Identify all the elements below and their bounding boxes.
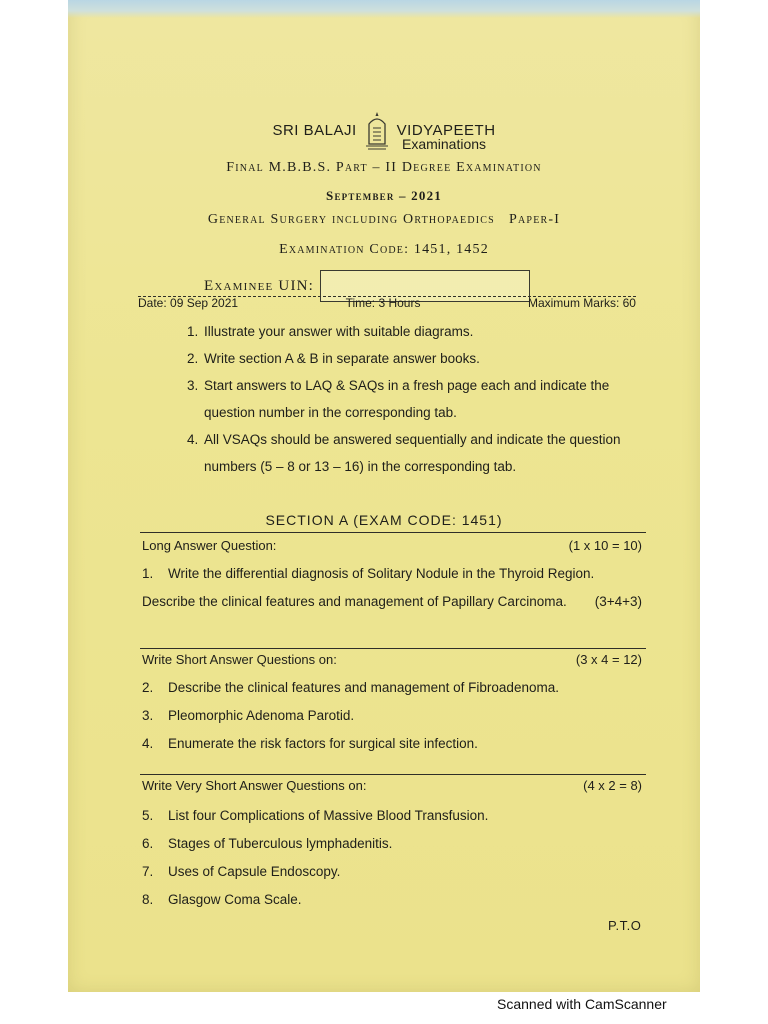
- vsaq-rule: [140, 774, 646, 775]
- question-3: [142, 702, 642, 730]
- saq-heading-row: [142, 652, 642, 667]
- question-8: [142, 886, 642, 914]
- question-6: [142, 830, 642, 858]
- exam-code: Examination Code: 1451, 1452: [279, 242, 489, 257]
- vsaq-heading: Write Very Short Answer Questions on:: [142, 778, 367, 793]
- exam-sheet: [68, 0, 700, 992]
- laq-marks: (1 x 10 = 10): [568, 538, 642, 553]
- examinations-label: Examinations: [402, 136, 487, 152]
- university-name-right: VIDYAPEETH: [396, 122, 496, 139]
- university-name-left: SRI BALAJI: [272, 122, 357, 139]
- question-1: [142, 560, 642, 616]
- laq-heading-row: [142, 538, 642, 553]
- question-number: 2.: [142, 680, 154, 695]
- question-2: [142, 674, 642, 702]
- scanned-page: [68, 0, 700, 992]
- question-5: [142, 802, 642, 830]
- section-rule: [140, 532, 646, 533]
- question-text: Glasgow Coma Scale.: [168, 892, 302, 907]
- exam-subject: General Surgery including Orthopaedics Paper-I: [207, 212, 561, 227]
- instructions: [180, 318, 650, 480]
- exam-time: Time: 3 Hours: [345, 296, 421, 310]
- question-number: 3.: [142, 708, 154, 723]
- exam-meta-row: [138, 296, 636, 312]
- section-a-title: SECTION A (EXAM CODE: 1451): [265, 512, 503, 528]
- question-text: List four Complications of Massive Blood Transfusion.: [168, 808, 489, 823]
- meta-top-rule: [138, 296, 636, 297]
- pto-label: P.T.O: [608, 918, 642, 933]
- saq-heading: Write Short Answer Questions on:: [142, 652, 337, 667]
- question-7: [142, 858, 642, 886]
- question-text: Uses of Capsule Endoscopy.: [168, 864, 341, 879]
- scanner-watermark: Scanned with CamScanner: [497, 996, 667, 1012]
- saq-rule: [140, 648, 646, 649]
- question-text: Write the differential diagnosis of Solitary Nodule in the Thyroid Region. Describe the clinical features and management of Papillary Carcinoma.: [142, 566, 595, 609]
- university-header: [68, 110, 700, 152]
- exam-max-marks: Maximum Marks: 60: [527, 296, 636, 310]
- question-text: Enumerate the risk factors for surgical site infection.: [168, 736, 478, 751]
- exam-title: Final M.B.B.S. Part – II Degree Examination: [226, 160, 542, 175]
- question-text: Describe the clinical features and management of Fibroadenoma.: [168, 680, 559, 695]
- vsaq-heading-row: [142, 778, 642, 793]
- question-split-marks: (3+4+3): [594, 594, 642, 609]
- question-number: 6.: [142, 836, 154, 851]
- instruction-item: 4. All VSAQs should be answered sequentially and indicate the question numbers (5 – 8 or 13 – 16) in the corresponding tab.: [202, 426, 650, 480]
- question-text: Stages of Tuberculous lymphadenitis.: [168, 836, 393, 851]
- laq-heading: Long Answer Question:: [142, 538, 277, 553]
- question-number: 5.: [142, 808, 154, 823]
- examinee-uin-label: Examinee UIN:: [204, 277, 315, 294]
- question-text: Pleomorphic Adenoma Parotid.: [168, 708, 355, 723]
- university-emblem-icon: [363, 110, 391, 152]
- instruction-item: 1. Illustrate your answer with suitable diagrams.: [202, 318, 650, 345]
- question-number: 8.: [142, 892, 154, 907]
- exam-session: September – 2021: [326, 188, 442, 203]
- instruction-item: 3. Start answers to LAQ & SAQs in a fresh page each and indicate the question number in the corresponding tab.: [202, 372, 650, 426]
- vsaq-marks: (4 x 2 = 8): [583, 778, 642, 793]
- instruction-item: 2. Write section A & B in separate answer books.: [202, 345, 650, 372]
- question-number: 4.: [142, 736, 154, 751]
- exam-date: Date: 09 Sep 2021: [138, 296, 239, 310]
- saq-marks: (3 x 4 = 12): [575, 652, 642, 667]
- question-4: [142, 730, 642, 758]
- question-number: 1.: [142, 566, 154, 581]
- question-number: 7.: [142, 864, 154, 879]
